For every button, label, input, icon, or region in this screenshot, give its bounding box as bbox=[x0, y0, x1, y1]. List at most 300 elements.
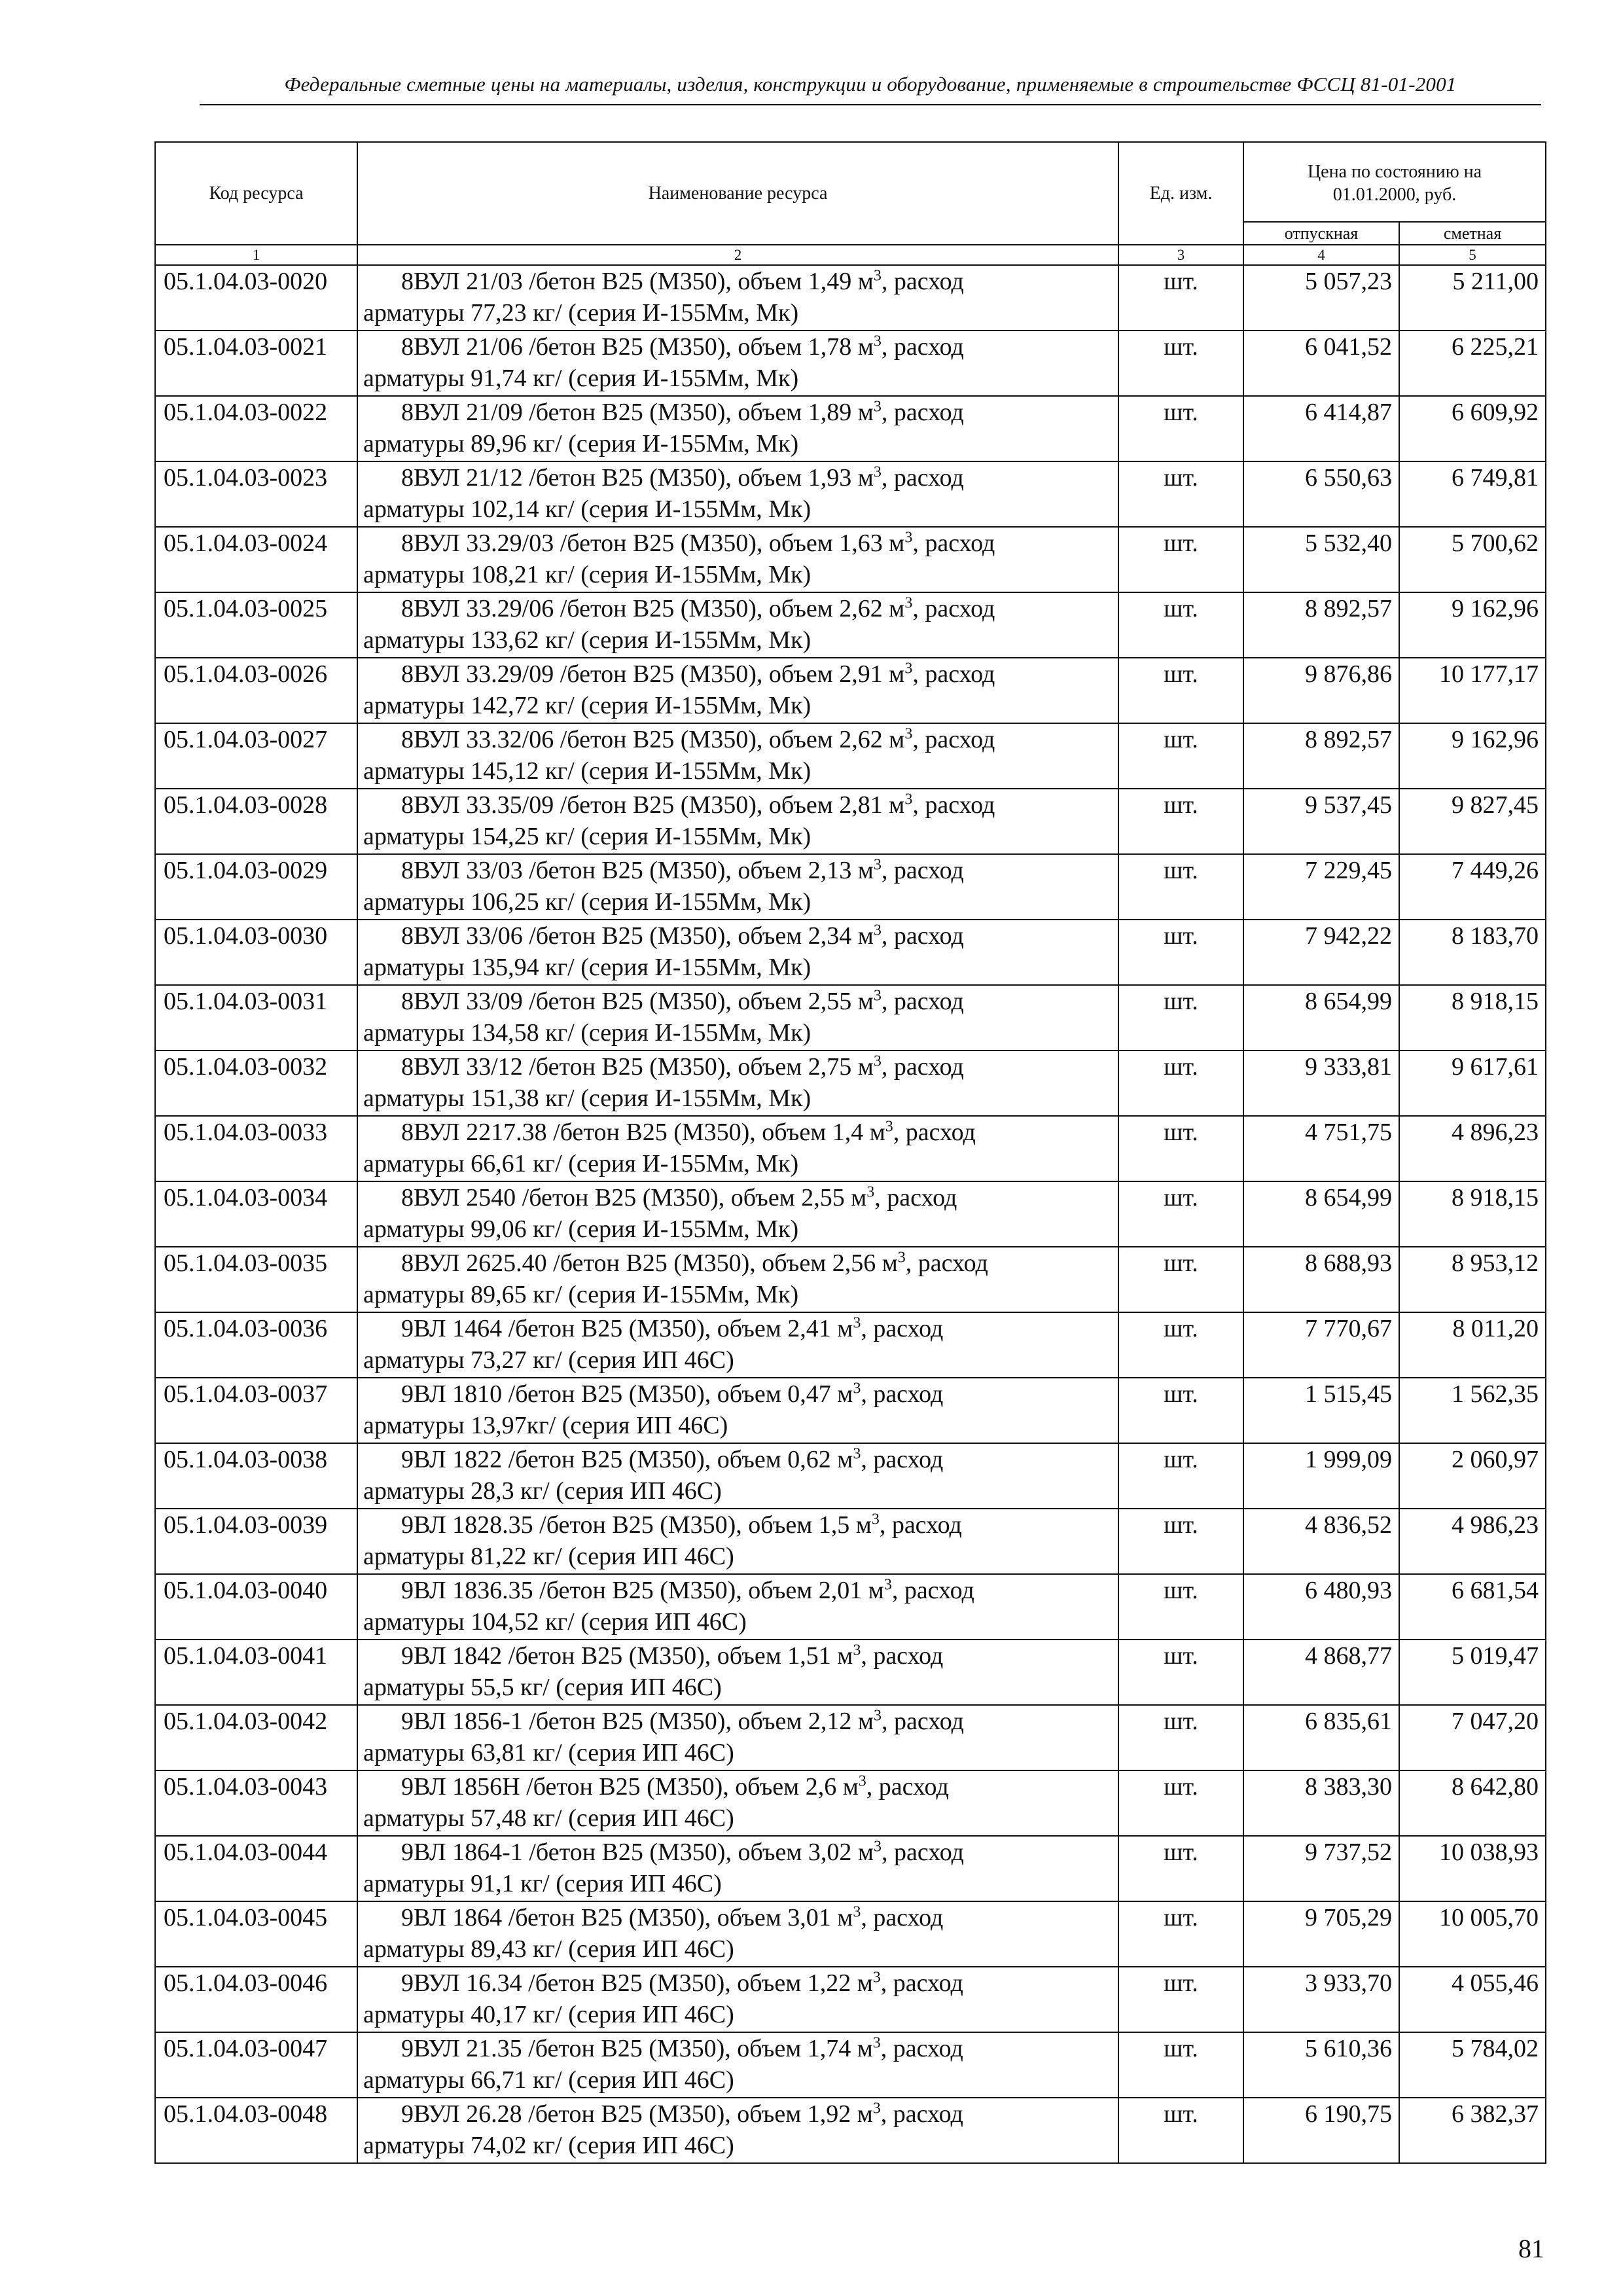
release-price: 5 532,40 bbox=[1243, 527, 1399, 592]
table-row bbox=[155, 331, 1546, 396]
release-price: 3 933,70 bbox=[1243, 1967, 1399, 2032]
resource-name-line2: арматуры 142,72 кг/ (серия И-155Мм, Мк) bbox=[363, 692, 812, 719]
resource-name-tail: , расход bbox=[881, 399, 964, 426]
unit-exponent: 3 bbox=[904, 725, 913, 743]
resource-name-tail: , расход bbox=[912, 791, 995, 819]
resource-name-line2: арматуры 106,25 кг/ (серия И-155Мм, Мк) bbox=[363, 888, 812, 916]
resource-name-tail: , расход bbox=[881, 922, 964, 950]
column-header-price-group bbox=[1243, 142, 1546, 222]
column-number-4: 4 bbox=[1243, 245, 1399, 265]
estimate-price: 6 681,54 bbox=[1399, 1574, 1546, 1640]
estimate-price: 7 047,20 bbox=[1399, 1705, 1546, 1770]
header-rule bbox=[200, 104, 1541, 105]
unit-of-measure: шт. bbox=[1118, 1574, 1243, 1640]
resource-name-line1 bbox=[363, 266, 1114, 297]
release-price: 9 705,29 bbox=[1243, 1901, 1399, 1967]
release-price: 8 654,99 bbox=[1243, 985, 1399, 1050]
resource-code: 05.1.04.03-0029 bbox=[155, 854, 357, 920]
resource-name-line1 bbox=[363, 1117, 1114, 1148]
unit-exponent: 3 bbox=[866, 1183, 875, 1201]
unit-of-measure: шт. bbox=[1118, 1770, 1243, 1836]
resource-name-line1 bbox=[363, 855, 1114, 886]
unit-exponent: 3 bbox=[873, 398, 882, 416]
resource-code: 05.1.04.03-0047 bbox=[155, 2032, 357, 2098]
resource-name bbox=[357, 1181, 1118, 1247]
estimate-price: 9 827,45 bbox=[1399, 789, 1546, 854]
unit-exponent: 3 bbox=[873, 987, 882, 1005]
resource-code: 05.1.04.03-0023 bbox=[155, 461, 357, 527]
table-row bbox=[155, 1509, 1546, 1574]
resource-code: 05.1.04.03-0032 bbox=[155, 1050, 357, 1116]
table-row bbox=[155, 396, 1546, 461]
unit-exponent: 3 bbox=[873, 267, 882, 285]
resource-code: 05.1.04.03-0030 bbox=[155, 920, 357, 985]
resource-name bbox=[357, 461, 1118, 527]
resource-name-tail: , расход bbox=[905, 1249, 988, 1277]
resource-name bbox=[357, 789, 1118, 854]
resource-name bbox=[357, 1050, 1118, 1116]
resource-name-line2: арматуры 108,21 кг/ (серия И-155Мм, Мк) bbox=[363, 561, 812, 588]
resource-name bbox=[357, 2032, 1118, 2098]
estimate-price: 10 005,70 bbox=[1399, 1901, 1546, 1967]
resource-code: 05.1.04.03-0040 bbox=[155, 1574, 357, 1640]
resource-name-main: 9ВУЛ 26.28 /бетон В25 (М350), объем 1,92 м bbox=[401, 2100, 873, 2128]
resource-name-line1 bbox=[363, 397, 1114, 428]
resource-name-line2: арматуры 133,62 кг/ (серия И-155Мм, Мк) bbox=[363, 626, 812, 654]
table-row bbox=[155, 1574, 1546, 1640]
column-header-name: Наименование ресурса bbox=[357, 142, 1118, 245]
resource-name-tail: , расход bbox=[891, 1577, 974, 1604]
resource-name-tail: , расход bbox=[881, 1839, 964, 1866]
resource-name-line1 bbox=[363, 920, 1114, 952]
unit-of-measure: шт. bbox=[1118, 1705, 1243, 1770]
unit-exponent: 3 bbox=[853, 1445, 861, 1463]
unit-exponent: 3 bbox=[853, 1314, 861, 1332]
resource-name-line2: арматуры 151,38 кг/ (серия И-155Мм, Мк) bbox=[363, 1085, 812, 1112]
resource-name-tail: , расход bbox=[912, 660, 995, 688]
unit-exponent: 3 bbox=[904, 529, 913, 547]
release-price: 6 414,87 bbox=[1243, 396, 1399, 461]
unit-exponent: 3 bbox=[873, 856, 882, 874]
page-number: 81 bbox=[1518, 2234, 1544, 2263]
resource-name-main: 8ВУЛ 2217.38 /бетон В25 (М350), объем 1,4 м bbox=[401, 1119, 885, 1146]
table-row bbox=[155, 1640, 1546, 1705]
unit-of-measure: шт. bbox=[1118, 461, 1243, 527]
resource-name-tail: , расход bbox=[881, 464, 964, 492]
resource-name-main: 9ВЛ 1828.35 /бетон В25 (М350), объем 1,5 м bbox=[401, 1511, 872, 1539]
resource-name-main: 9ВУЛ 16.34 /бетон В25 (М350), объем 1,22 м bbox=[401, 1969, 873, 1997]
release-price: 4 836,52 bbox=[1243, 1509, 1399, 1574]
column-header-code: Код ресурса bbox=[155, 142, 357, 245]
resource-name-main: 8ВУЛ 33.29/03 /бетон В25 (М350), объем 1,63 м bbox=[401, 529, 905, 557]
unit-of-measure: шт. bbox=[1118, 1181, 1243, 1247]
resource-name bbox=[357, 1509, 1118, 1574]
estimate-price: 6 382,37 bbox=[1399, 2098, 1546, 2163]
table-row bbox=[155, 592, 1546, 658]
resource-name-line2: арматуры 66,61 кг/ (серия И-155Мм, Мк) bbox=[363, 1150, 799, 1177]
resource-name bbox=[357, 854, 1118, 920]
release-price: 7 942,22 bbox=[1243, 920, 1399, 985]
resource-code: 05.1.04.03-0043 bbox=[155, 1770, 357, 1836]
resource-name-line2: арматуры 89,65 кг/ (серия И-155Мм, Мк) bbox=[363, 1281, 799, 1308]
resource-name-tail: , расход bbox=[881, 1708, 964, 1735]
resource-code: 05.1.04.03-0034 bbox=[155, 1181, 357, 1247]
resource-code: 05.1.04.03-0036 bbox=[155, 1312, 357, 1378]
release-price: 6 480,93 bbox=[1243, 1574, 1399, 1640]
resource-name-line1 bbox=[363, 1182, 1114, 1213]
resource-name-main: 8ВУЛ 21/12 /бетон В25 (М350), объем 1,93 м bbox=[401, 464, 874, 492]
unit-of-measure: шт. bbox=[1118, 985, 1243, 1050]
resource-name-main: 8ВУЛ 33/06 /бетон В25 (М350), объем 2,34 м bbox=[401, 922, 874, 950]
resource-name bbox=[357, 592, 1118, 658]
unit-exponent: 3 bbox=[871, 1511, 880, 1528]
resource-name-line2: арматуры 66,71 кг/ (серия ИП 46С) bbox=[363, 2066, 734, 2094]
resource-name-tail: , расход bbox=[881, 857, 964, 884]
price-group-line2: 01.01.2000, руб. bbox=[1332, 185, 1457, 205]
unit-of-measure: шт. bbox=[1118, 723, 1243, 789]
table-row bbox=[155, 1967, 1546, 2032]
resource-name-line2: арматуры 74,02 кг/ (серия ИП 46С) bbox=[363, 2132, 734, 2159]
resource-name-line2: арматуры 145,12 кг/ (серия И-155Мм, Мк) bbox=[363, 757, 812, 785]
table-row bbox=[155, 461, 1546, 527]
resource-code: 05.1.04.03-0046 bbox=[155, 1967, 357, 2032]
resource-name-line1 bbox=[363, 1051, 1114, 1083]
table-row bbox=[155, 985, 1546, 1050]
resource-name-tail: , расход bbox=[874, 1184, 957, 1211]
resource-code: 05.1.04.03-0025 bbox=[155, 592, 357, 658]
column-number-5: 5 bbox=[1399, 245, 1546, 265]
unit-exponent: 3 bbox=[858, 1772, 866, 1790]
estimate-price: 1 562,35 bbox=[1399, 1378, 1546, 1443]
estimate-price: 8 183,70 bbox=[1399, 920, 1546, 985]
resource-name-tail: , расход bbox=[880, 1969, 963, 1997]
resource-name-line2: арматуры 89,43 кг/ (серия ИП 46С) bbox=[363, 1935, 734, 1963]
unit-of-measure: шт. bbox=[1118, 658, 1243, 723]
resource-name-main: 9ВУЛ 21.35 /бетон В25 (М350), объем 1,74 м bbox=[401, 2035, 873, 2062]
resource-name bbox=[357, 265, 1118, 331]
resource-name bbox=[357, 723, 1118, 789]
resource-code: 05.1.04.03-0039 bbox=[155, 1509, 357, 1574]
estimate-price: 6 225,21 bbox=[1399, 331, 1546, 396]
table-row bbox=[155, 1836, 1546, 1901]
release-price: 9 737,52 bbox=[1243, 1836, 1399, 1901]
unit-exponent: 3 bbox=[872, 2034, 881, 2052]
resource-name-tail: , расход bbox=[861, 1315, 944, 1342]
unit-of-measure: шт. bbox=[1118, 854, 1243, 920]
resource-name-line2: арматуры 28,3 кг/ (серия ИП 46С) bbox=[363, 1477, 722, 1505]
resource-name bbox=[357, 1967, 1118, 2032]
release-price: 1 999,09 bbox=[1243, 1443, 1399, 1509]
table-row bbox=[155, 2032, 1546, 2098]
resource-name-line1 bbox=[363, 1640, 1114, 1672]
resource-name-tail: , расход bbox=[866, 1773, 949, 1801]
resource-name-main: 9ВЛ 1864 /бетон В25 (М350), объем 3,01 м bbox=[401, 1904, 853, 1931]
resource-name-line2: арматуры 40,17 кг/ (серия ИП 46С) bbox=[363, 2001, 734, 2028]
resource-name-tail: , расход bbox=[893, 1119, 976, 1146]
release-price: 7 770,67 bbox=[1243, 1312, 1399, 1378]
estimate-price: 8 918,15 bbox=[1399, 985, 1546, 1050]
unit-of-measure: шт. bbox=[1118, 1247, 1243, 1312]
resource-name bbox=[357, 1770, 1118, 1836]
resource-name-line2: арматуры 102,14 кг/ (серия И-155Мм, Мк) bbox=[363, 495, 812, 523]
resource-name bbox=[357, 1116, 1118, 1181]
release-price: 6 190,75 bbox=[1243, 2098, 1399, 2163]
resource-name-line2: арматуры 91,1 кг/ (серия ИП 46С) bbox=[363, 1870, 722, 1897]
resource-name-main: 9ВЛ 1864-1 /бетон В25 (М350), объем 3,02 м bbox=[401, 1839, 874, 1866]
table-row bbox=[155, 723, 1546, 789]
resource-name-main: 8ВУЛ 33.35/09 /бетон В25 (М350), объем 2,81 м bbox=[401, 791, 905, 819]
estimate-price: 4 986,23 bbox=[1399, 1509, 1546, 1574]
table-row bbox=[155, 1050, 1546, 1116]
estimate-price: 9 162,96 bbox=[1399, 592, 1546, 658]
resource-name-line2: арматуры 89,96 кг/ (серия И-155Мм, Мк) bbox=[363, 430, 799, 457]
unit-exponent: 3 bbox=[873, 922, 882, 939]
resource-name bbox=[357, 1247, 1118, 1312]
resource-name-tail: , расход bbox=[881, 333, 964, 361]
resource-name-line2: арматуры 13,97кг/ (серия ИП 46С) bbox=[363, 1412, 728, 1439]
resource-name-tail: , расход bbox=[881, 988, 964, 1015]
table-row bbox=[155, 1770, 1546, 1836]
unit-exponent: 3 bbox=[885, 1118, 893, 1136]
estimate-price: 5 700,62 bbox=[1399, 527, 1546, 592]
release-price: 5 610,36 bbox=[1243, 2032, 1399, 2098]
unit-exponent: 3 bbox=[897, 1249, 906, 1266]
resource-code: 05.1.04.03-0022 bbox=[155, 396, 357, 461]
estimate-price: 10 038,93 bbox=[1399, 1836, 1546, 1901]
resource-name bbox=[357, 1705, 1118, 1770]
table-row bbox=[155, 1116, 1546, 1181]
resource-name bbox=[357, 2098, 1118, 2163]
table-row bbox=[155, 2098, 1546, 2163]
unit-of-measure: шт. bbox=[1118, 331, 1243, 396]
release-price: 8 892,57 bbox=[1243, 592, 1399, 658]
table-row bbox=[155, 1181, 1546, 1247]
unit-of-measure: шт. bbox=[1118, 1050, 1243, 1116]
unit-of-measure: шт. bbox=[1118, 1378, 1243, 1443]
resource-name-line1 bbox=[363, 1902, 1114, 1933]
estimate-price: 8 011,20 bbox=[1399, 1312, 1546, 1378]
table-row bbox=[155, 920, 1546, 985]
resource-name-line2: арматуры 91,74 кг/ (серия И-155Мм, Мк) bbox=[363, 365, 799, 392]
release-price: 6 835,61 bbox=[1243, 1705, 1399, 1770]
unit-of-measure: шт. bbox=[1118, 527, 1243, 592]
resource-name-tail: , расход bbox=[881, 1053, 964, 1081]
unit-of-measure: шт. bbox=[1118, 1509, 1243, 1574]
resource-name-line1 bbox=[363, 2098, 1114, 2130]
resource-name-main: 8ВУЛ 2625.40 /бетон В25 (М350), объем 2,56 м bbox=[401, 1249, 898, 1277]
unit-exponent: 3 bbox=[873, 1707, 882, 1725]
resource-name-line1 bbox=[363, 1771, 1114, 1803]
resource-name-main: 8ВУЛ 2540 /бетон В25 (М350), объем 2,55 м bbox=[401, 1184, 867, 1211]
resource-name bbox=[357, 1378, 1118, 1443]
resource-name bbox=[357, 985, 1118, 1050]
unit-of-measure: шт. bbox=[1118, 1443, 1243, 1509]
table-row bbox=[155, 1247, 1546, 1312]
resource-name-line1 bbox=[363, 1247, 1114, 1279]
resource-name-main: 8ВУЛ 21/06 /бетон В25 (М350), объем 1,78 м bbox=[401, 333, 874, 361]
unit-of-measure: шт. bbox=[1118, 789, 1243, 854]
running-header: Федеральные сметные цены на материалы, изделия, конструкции и оборудование, применяемые в строительстве ФССЦ 81-01-2001 bbox=[284, 73, 1457, 96]
column-number-1: 1 bbox=[155, 245, 357, 265]
table-row bbox=[155, 789, 1546, 854]
resource-name-tail: , расход bbox=[912, 726, 995, 753]
unit-of-measure: шт. bbox=[1118, 396, 1243, 461]
resource-name bbox=[357, 1443, 1118, 1509]
table-row bbox=[155, 1378, 1546, 1443]
resource-name-line2: арматуры 73,27 кг/ (серия ИП 46С) bbox=[363, 1346, 734, 1374]
table-row bbox=[155, 1443, 1546, 1509]
table-row bbox=[155, 658, 1546, 723]
unit-exponent: 3 bbox=[853, 1903, 861, 1921]
unit-exponent: 3 bbox=[853, 1380, 861, 1397]
resource-name-tail: , расход bbox=[861, 1446, 944, 1473]
unit-of-measure: шт. bbox=[1118, 592, 1243, 658]
unit-exponent: 3 bbox=[873, 1052, 882, 1070]
unit-exponent: 3 bbox=[873, 1838, 882, 1856]
column-header-unit: Ед. изм. bbox=[1118, 142, 1243, 245]
resource-name-main: 8ВУЛ 21/09 /бетон В25 (М350), объем 1,89 м bbox=[401, 399, 874, 426]
resource-name-line2: арматуры 99,06 кг/ (серия И-155Мм, Мк) bbox=[363, 1215, 799, 1243]
resource-name-tail: , расход bbox=[880, 2100, 963, 2128]
resource-name-tail: , расход bbox=[879, 1511, 962, 1539]
unit-exponent: 3 bbox=[873, 463, 882, 481]
column-number-3: 3 bbox=[1118, 245, 1243, 265]
release-price: 9 333,81 bbox=[1243, 1050, 1399, 1116]
resource-name-main: 9ВЛ 1822 /бетон В25 (М350), объем 0,62 м bbox=[401, 1446, 853, 1473]
resource-name-line1 bbox=[363, 528, 1114, 559]
release-price: 7 229,45 bbox=[1243, 854, 1399, 920]
resource-name bbox=[357, 658, 1118, 723]
resource-name-line1 bbox=[363, 1444, 1114, 1475]
release-price: 8 892,57 bbox=[1243, 723, 1399, 789]
estimate-price: 10 177,17 bbox=[1399, 658, 1546, 723]
resource-name-line2: арматуры 104,52 кг/ (серия ИП 46С) bbox=[363, 1608, 747, 1636]
resource-code: 05.1.04.03-0024 bbox=[155, 527, 357, 592]
price-table bbox=[154, 141, 1546, 2164]
resource-name-main: 9ВЛ 1856Н /бетон В25 (М350), объем 2,6 м bbox=[401, 1773, 859, 1801]
resource-name-tail: , расход bbox=[880, 2035, 963, 2062]
unit-of-measure: шт. bbox=[1118, 1967, 1243, 2032]
table-body bbox=[155, 265, 1546, 2163]
estimate-price: 6 609,92 bbox=[1399, 396, 1546, 461]
resource-name-tail: , расход bbox=[881, 268, 964, 295]
resource-name-line2: арматуры 81,22 кг/ (серия ИП 46С) bbox=[363, 1543, 734, 1570]
resource-name-tail: , расход bbox=[861, 1380, 944, 1408]
resource-name-main: 8ВУЛ 33.29/06 /бетон В25 (М350), объем 2,62 м bbox=[401, 595, 905, 622]
resource-name-line1 bbox=[363, 1837, 1114, 1868]
release-price: 4 751,75 bbox=[1243, 1116, 1399, 1181]
table-row bbox=[155, 1312, 1546, 1378]
resource-name-line1 bbox=[363, 2033, 1114, 2064]
resource-name-line2: арматуры 135,94 кг/ (серия И-155Мм, Мк) bbox=[363, 954, 812, 981]
estimate-price: 5 019,47 bbox=[1399, 1640, 1546, 1705]
resource-name-main: 9ВЛ 1856-1 /бетон В25 (М350), объем 2,12 м bbox=[401, 1708, 874, 1735]
unit-exponent: 3 bbox=[872, 2100, 881, 2117]
resource-name-main: 8ВУЛ 33.32/06 /бетон В25 (М350), объем 2,62 м bbox=[401, 726, 905, 753]
release-price: 8 688,93 bbox=[1243, 1247, 1399, 1312]
resource-name-main: 8ВУЛ 21/03 /бетон В25 (М350), объем 1,49 м bbox=[401, 268, 874, 295]
resource-name bbox=[357, 527, 1118, 592]
resource-name-line1 bbox=[363, 1378, 1114, 1410]
resource-code: 05.1.04.03-0038 bbox=[155, 1443, 357, 1509]
resource-name-main: 8ВУЛ 33/03 /бетон В25 (М350), объем 2,13 м bbox=[401, 857, 874, 884]
release-price: 5 057,23 bbox=[1243, 265, 1399, 331]
table-row bbox=[155, 1705, 1546, 1770]
resource-name bbox=[357, 1574, 1118, 1640]
unit-exponent: 3 bbox=[873, 332, 882, 350]
resource-name-line2: арматуры 77,23 кг/ (серия И-155Мм, Мк) bbox=[363, 299, 799, 327]
unit-exponent: 3 bbox=[904, 594, 913, 612]
resource-name-line1 bbox=[363, 1967, 1114, 1999]
unit-of-measure: шт. bbox=[1118, 2098, 1243, 2163]
estimate-price: 8 953,12 bbox=[1399, 1247, 1546, 1312]
unit-exponent: 3 bbox=[904, 660, 913, 677]
release-price: 8 654,99 bbox=[1243, 1181, 1399, 1247]
release-price: 8 383,30 bbox=[1243, 1770, 1399, 1836]
estimate-price: 7 449,26 bbox=[1399, 854, 1546, 920]
resource-name-line1 bbox=[363, 331, 1114, 363]
estimate-price: 8 642,80 bbox=[1399, 1770, 1546, 1836]
release-price: 6 041,52 bbox=[1243, 331, 1399, 396]
resource-name-line1 bbox=[363, 1575, 1114, 1606]
resource-code: 05.1.04.03-0020 bbox=[155, 265, 357, 331]
unit-of-measure: шт. bbox=[1118, 2032, 1243, 2098]
unit-of-measure: шт. bbox=[1118, 1640, 1243, 1705]
resource-code: 05.1.04.03-0045 bbox=[155, 1901, 357, 1967]
resource-code: 05.1.04.03-0028 bbox=[155, 789, 357, 854]
resource-code: 05.1.04.03-0027 bbox=[155, 723, 357, 789]
resource-name-tail: , расход bbox=[912, 529, 995, 557]
resource-name-line1 bbox=[363, 986, 1114, 1017]
price-group-line1: Цена по состоянию на bbox=[1307, 162, 1482, 182]
estimate-price: 4 055,46 bbox=[1399, 1967, 1546, 2032]
resource-name-main: 9ВЛ 1464 /бетон В25 (М350), объем 2,41 м bbox=[401, 1315, 853, 1342]
resource-name bbox=[357, 331, 1118, 396]
resource-name-line1 bbox=[363, 593, 1114, 624]
resource-name-tail: , расход bbox=[861, 1642, 944, 1670]
resource-name-line1 bbox=[363, 1509, 1114, 1541]
resource-name-main: 8ВУЛ 33/09 /бетон В25 (М350), объем 2,55 м bbox=[401, 988, 874, 1015]
resource-name bbox=[357, 1836, 1118, 1901]
resource-name-line2: арматуры 154,25 кг/ (серия И-155Мм, Мк) bbox=[363, 823, 812, 850]
resource-name bbox=[357, 1640, 1118, 1705]
resource-name-line1 bbox=[363, 462, 1114, 493]
resource-name-line2: арматуры 57,48 кг/ (серия ИП 46С) bbox=[363, 1804, 734, 1832]
unit-exponent: 3 bbox=[853, 1641, 861, 1659]
resource-name-tail: , расход bbox=[912, 595, 995, 622]
resource-name bbox=[357, 1901, 1118, 1967]
unit-of-measure: шт. bbox=[1118, 1116, 1243, 1181]
resource-name-tail: , расход bbox=[861, 1904, 944, 1931]
release-price: 1 515,45 bbox=[1243, 1378, 1399, 1443]
unit-exponent: 3 bbox=[904, 791, 913, 808]
release-price: 4 868,77 bbox=[1243, 1640, 1399, 1705]
unit-exponent: 3 bbox=[872, 1969, 881, 1986]
unit-of-measure: шт. bbox=[1118, 1836, 1243, 1901]
estimate-price: 6 749,81 bbox=[1399, 461, 1546, 527]
resource-code: 05.1.04.03-0041 bbox=[155, 1640, 357, 1705]
resource-name-line1 bbox=[363, 1313, 1114, 1344]
release-price: 9 537,45 bbox=[1243, 789, 1399, 854]
resource-code: 05.1.04.03-0044 bbox=[155, 1836, 357, 1901]
unit-of-measure: шт. bbox=[1118, 265, 1243, 331]
resource-code: 05.1.04.03-0048 bbox=[155, 2098, 357, 2163]
table-row bbox=[155, 265, 1546, 331]
resource-name-line1 bbox=[363, 724, 1114, 755]
resource-name-line1 bbox=[363, 1706, 1114, 1737]
resource-name bbox=[357, 396, 1118, 461]
release-price: 9 876,86 bbox=[1243, 658, 1399, 723]
